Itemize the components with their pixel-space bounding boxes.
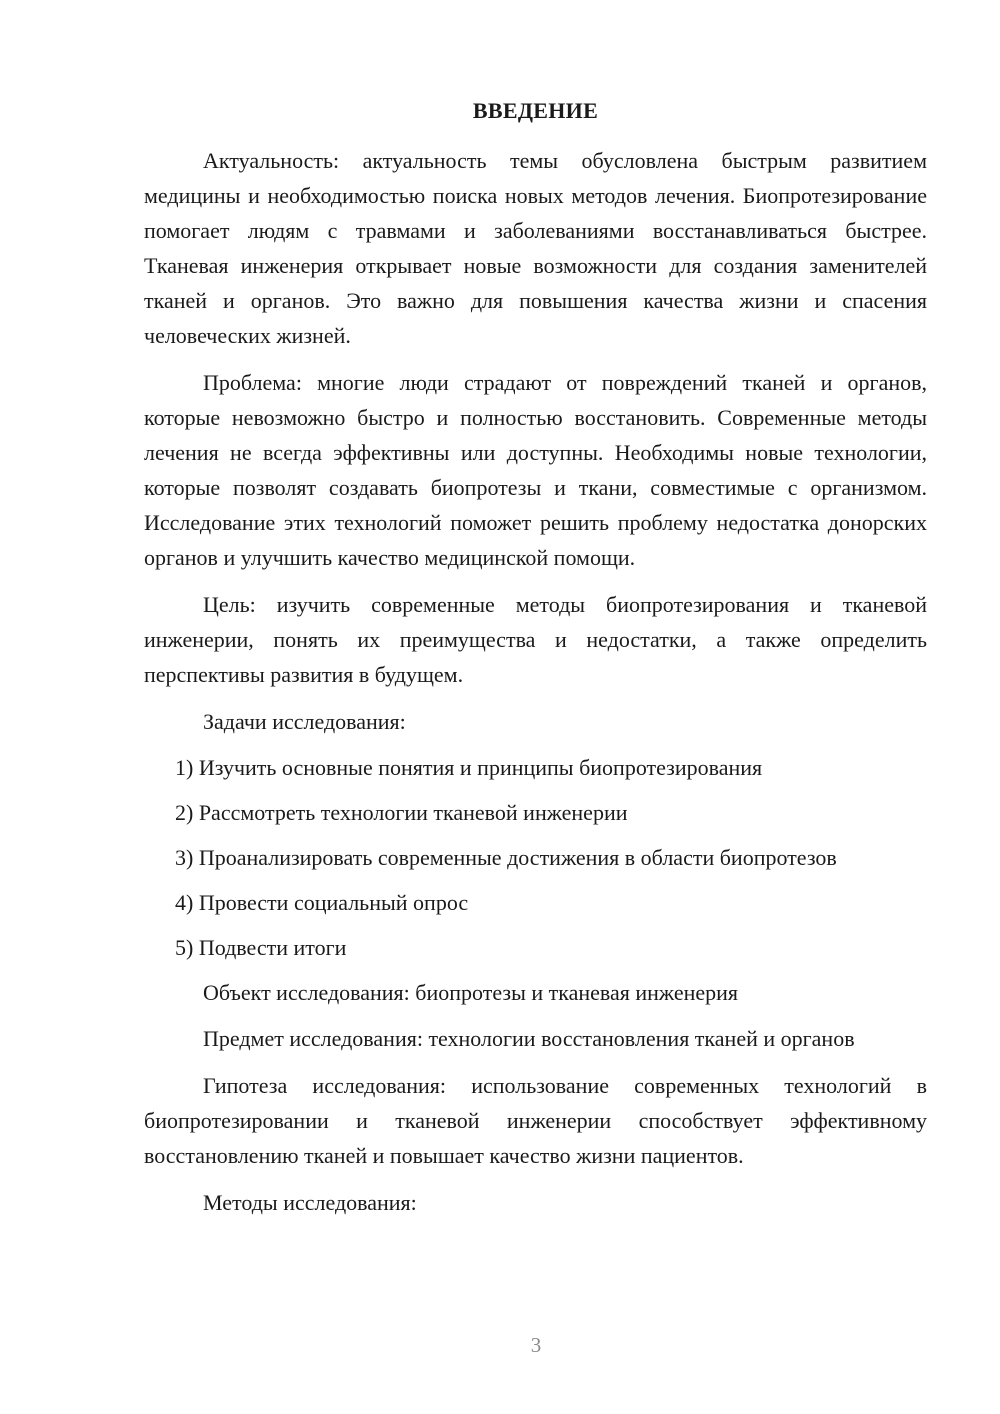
task-item-4: 4) Провести социальный опрос bbox=[175, 890, 469, 915]
paragraph-tasks-intro: Задачи исследования: bbox=[203, 709, 406, 734]
tasks-list bbox=[144, 750, 927, 965]
task-item-5: 5) Подвести итоги bbox=[175, 935, 347, 960]
paragraph-object: Объект исследования: биопротезы и тканевая инженерия bbox=[203, 980, 739, 1005]
paragraph-hypothesis: Гипотеза исследования: использование современных технологий в биопротезировании и тканевой инженерии способствует эффективному восстановлению тканей и повышает качество жизни пациентов. bbox=[144, 1073, 927, 1168]
paragraph-problem: Проблема: многие люди страдают от повреждений тканей и органов, которые невозможно быстро и полностью восстановить. Современные методы лечения не всегда эффективны или доступны. Необходимы новые технологии, которые позволят создавать биопротезы и ткани, совместимые с организмом. Исследование этих технологий поможет решить проблему недостатка донорских органов и улучшить качество медицинской помощи. bbox=[144, 370, 927, 570]
paragraph-goal: Цель: изучить современные методы биопротезирования и тканевой инженерии, понять их преимущества и недостатки, а также определить перспективы развития в будущем. bbox=[144, 592, 927, 687]
task-item-3: 3) Проанализировать современные достижения в области биопротезов bbox=[175, 845, 837, 870]
task-item-2: 2) Рассмотреть технологии тканевой инженерии bbox=[175, 800, 628, 825]
task-item-1: 1) Изучить основные понятия и принципы биопротезирования bbox=[175, 755, 763, 780]
paragraph-subject: Предмет исследования: технологии восстановления тканей и органов bbox=[203, 1026, 855, 1051]
document-body bbox=[144, 93, 927, 1232]
page-number: 3 bbox=[530, 1333, 542, 1357]
paragraph-relevance: Актуальность: актуальность темы обусловлена быстрым развитием медицины и необходимостью поиска новых методов лечения. Биопротезирование помогает людям с травмами и заболеваниями восстанавливаться быстрее. Тканевая инженерия открывает новые возможности для создания заменителей тканей и органов. Это важно для повышения качества жизни и спасения человеческих жизней. bbox=[144, 148, 927, 348]
section-heading: ВВЕДЕНИЕ bbox=[472, 98, 599, 123]
paragraph-methods: Методы исследования: bbox=[203, 1190, 417, 1215]
